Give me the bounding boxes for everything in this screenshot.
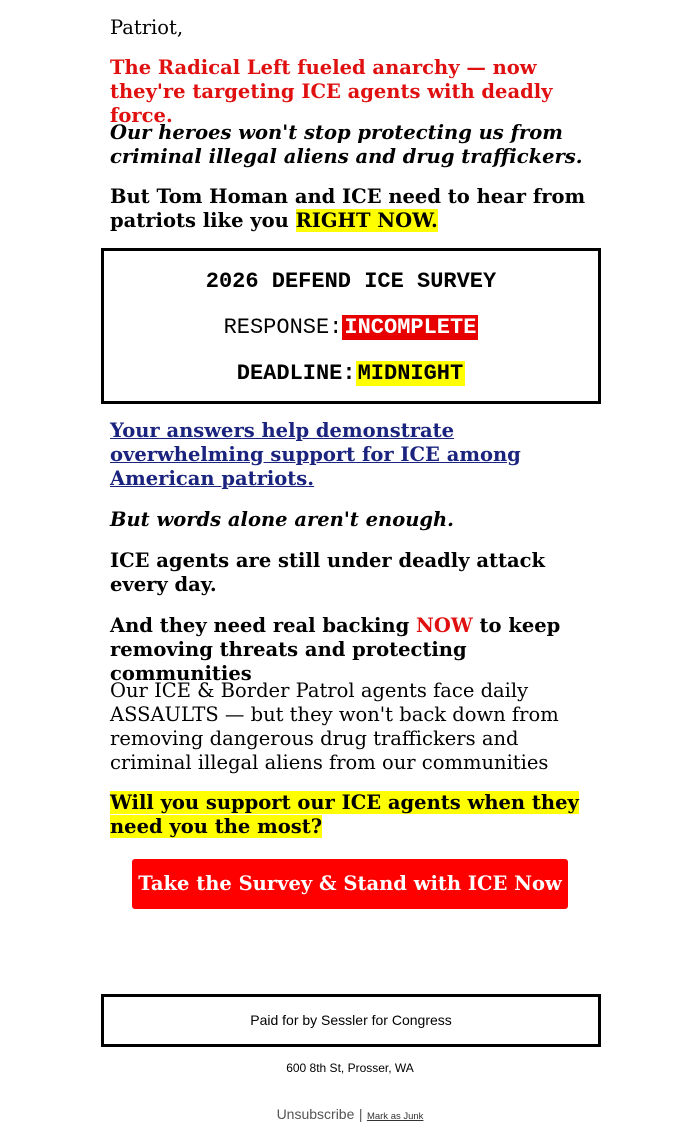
mark-as-junk-link[interactable]: Mark as Junk: [366, 1111, 424, 1122]
greeting: Patriot,: [110, 16, 184, 39]
support-question: [110, 791, 595, 839]
support-question-highlight: Will you support our ICE agents when they need you the most?: [110, 791, 579, 838]
deadline-badge: MIDNIGHT: [357, 361, 464, 386]
now-emphasis: NOW: [416, 614, 473, 637]
unsubscribe-link[interactable]: Unsubscribe: [276, 1106, 355, 1122]
right-now-highlight: RIGHT NOW.: [295, 209, 438, 232]
words-paragraph: But words alone aren't enough.: [110, 508, 454, 531]
deadline-label: DEADLINE:: [236, 361, 356, 386]
heroes-paragraph: Our heroes won't stop protecting us from criminal illegal aliens and drug traffickers.: [110, 121, 583, 168]
paid-for-box: [101, 994, 601, 1047]
homan-text: But Tom Homan and ICE need to hear from patriots like you: [110, 185, 586, 232]
attack-paragraph: ICE agents are still under deadly attack every day.: [110, 549, 545, 596]
survey-title: 2026 DEFEND ICE SURVEY: [205, 269, 497, 294]
footer-links: [0, 1106, 700, 1124]
backing-paragraph: [110, 614, 595, 686]
headline: The Radical Left fueled anarchy — now they're targeting ICE agents with deadly force.: [110, 56, 553, 127]
backing-before: And they need real backing: [110, 614, 417, 637]
assaults-paragraph: Our ICE & Border Patrol agents face daily ASSAULTS — but they won't back down from removing dangerous drug traffickers and criminal illegal aliens from our communities: [110, 679, 559, 774]
answers-link[interactable]: Your answers help demonstrate overwhelming support for ICE among American patriots.: [110, 419, 521, 490]
footer-separator: |: [358, 1106, 363, 1122]
response-status-badge: INCOMPLETE: [344, 315, 477, 340]
response-label: RESPONSE:: [223, 315, 343, 340]
deadline-line: [104, 361, 598, 386]
survey-box: [101, 248, 601, 404]
backing-after: to keep removing threats and protecting communities: [110, 614, 561, 685]
homan-paragraph: [110, 185, 595, 233]
take-survey-button[interactable]: Take the Survey & Stand with ICE Now: [132, 859, 568, 909]
response-line: [104, 315, 598, 340]
address: 600 8th St, Prosser, WA: [286, 1061, 414, 1075]
paid-for-text: Paid for by Sessler for Congress: [250, 1012, 452, 1028]
